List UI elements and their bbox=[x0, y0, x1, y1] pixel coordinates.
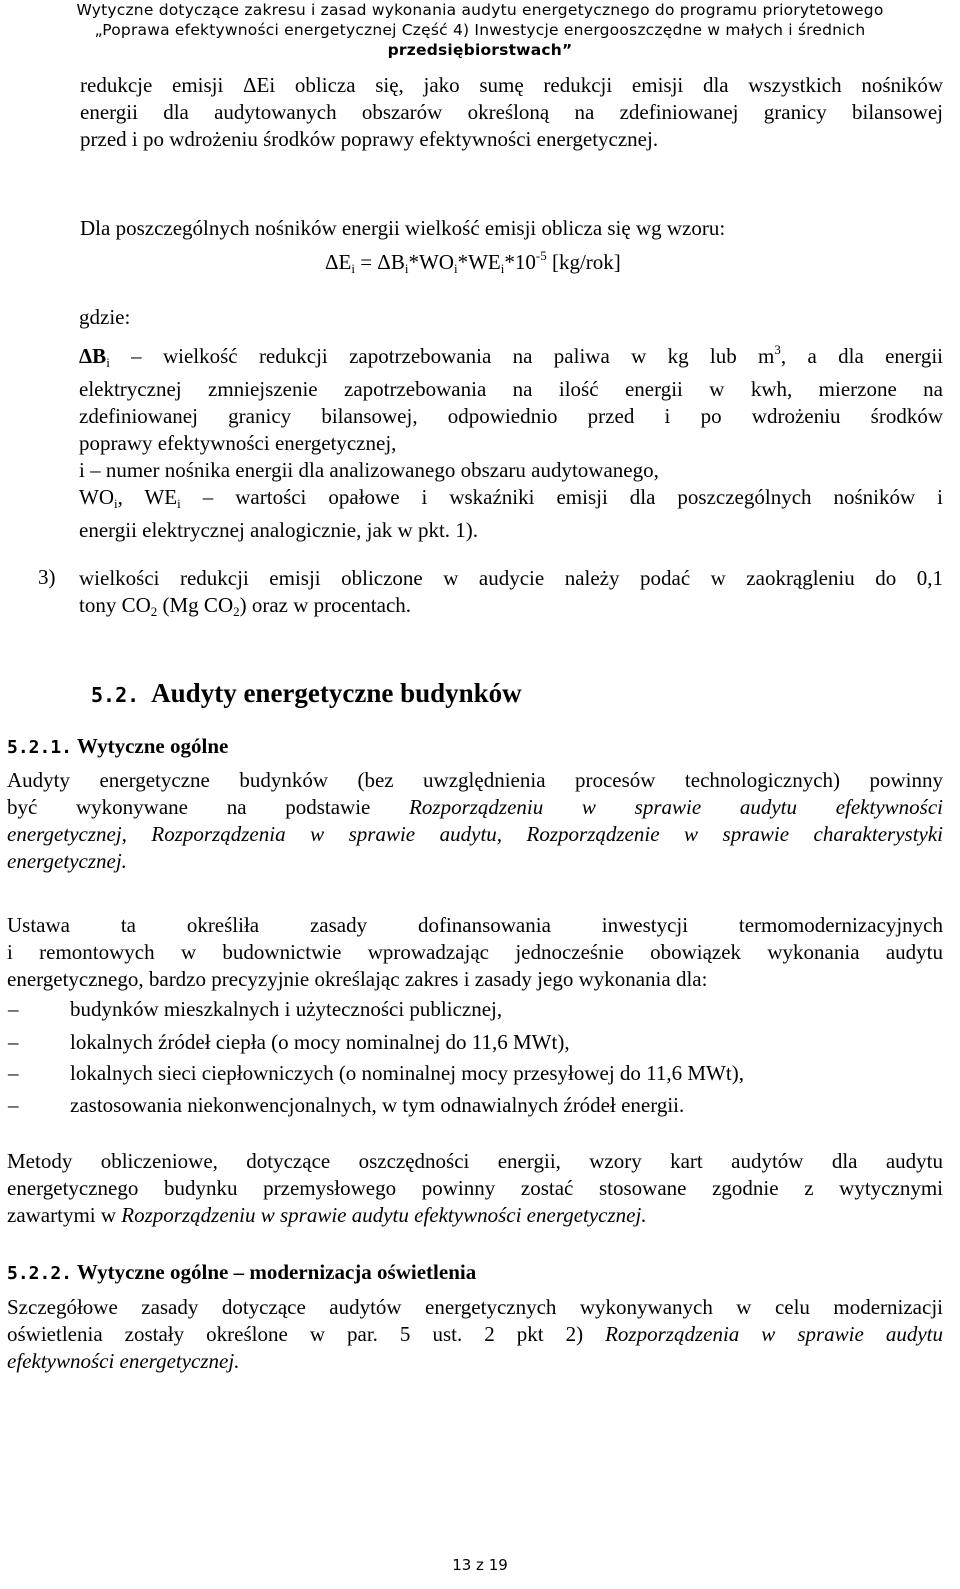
symbol-delta-b: ΔB bbox=[79, 344, 107, 368]
list-item bbox=[8, 1061, 744, 1086]
formula-part: *WE bbox=[457, 250, 501, 274]
text-line bbox=[79, 592, 943, 625]
text-line: redukcje emisji ΔEi oblicza się, jako sumę redukcji emisji dla wszystkich nośników bbox=[80, 73, 943, 97]
formula-part: = ΔB bbox=[354, 250, 405, 274]
section-5-2-1-paragraph-2 bbox=[7, 912, 943, 993]
text-italic: Rozporządzeniu w sprawie audytu efektywności energetycznej. bbox=[121, 1203, 647, 1227]
text-line: energii dla audytowanych obszarów określoną na zdefiniowanej granicy bilansowej bbox=[80, 100, 943, 124]
point3-number: 3) bbox=[38, 565, 56, 589]
section-5-2-2-paragraph bbox=[7, 1294, 943, 1375]
text-part: zawartymi w bbox=[7, 1203, 122, 1227]
text-line: $\Delta B_i$ – wielkość redukcji zapotrzebowania na paliwa w kg lub $m^3$, a dla energii bbox=[79, 342, 944, 370]
text-part: wielkość redukcji zapotrzebowania na paliwa w kg lub m bbox=[162, 344, 775, 368]
where-label: gdzie: bbox=[79, 305, 131, 329]
symbol-wo: WO bbox=[79, 485, 114, 509]
symbol-we: WE bbox=[144, 485, 178, 509]
section-5-2-1-paragraph-3 bbox=[7, 1148, 943, 1229]
text-line: Szczegółowe zasady dotyczące audytów energetycznych wykonywanych w celu modernizacji bbox=[7, 1295, 943, 1319]
section-5-2-heading bbox=[91, 678, 522, 709]
formula-sub: i bbox=[351, 261, 355, 276]
text-line: energetycznego budynku przemysłowego powinny zostać stosowane zgodnie z wytycznymi bbox=[7, 1176, 943, 1200]
formula-intro: Dla poszczególnych nośników energii wielkość emisji oblicza się wg wzoru: bbox=[80, 216, 726, 240]
text-sub: 2 bbox=[150, 604, 158, 619]
point3-text bbox=[79, 565, 943, 625]
text-part: oświetlenia zostały określone w par. 5 ust. 2 pkt 2) bbox=[7, 1322, 606, 1346]
text-line bbox=[7, 1321, 943, 1348]
formula-part: ΔE bbox=[325, 250, 352, 274]
list-item-text: zastosowania niekonwencjonalnych, w tym odnawialnych źródeł energii. bbox=[70, 1093, 685, 1117]
section-number: 5.2.1. bbox=[7, 737, 73, 758]
list-item-text: budynków mieszkalnych i użyteczności publicznej, bbox=[70, 997, 503, 1021]
list-item bbox=[8, 997, 502, 1022]
text-part: (Mg CO bbox=[157, 593, 234, 617]
text-line bbox=[7, 1348, 943, 1375]
text-line: zdefiniowanej granicy bilansowej, odpowiednio przed i po wdrożeniu środków bbox=[79, 404, 943, 428]
text-line bbox=[7, 821, 943, 848]
text-italic: efektywności energetycznej. bbox=[7, 1349, 240, 1373]
header-line: Wytyczne dotyczące zakresu i zasad wykonania audytu energetycznego do programu priorytetowego bbox=[76, 1, 884, 19]
symbol-sup: 3 bbox=[774, 342, 781, 357]
list-dash: – bbox=[8, 1061, 19, 1085]
intro-paragraph bbox=[80, 72, 943, 153]
text-line: Audyty energetyczne budynków (bez uwzględnienia procesów technologicznych) powinny bbox=[7, 768, 943, 792]
text-line: poprawy efektywności energetycznej, bbox=[79, 431, 397, 455]
text-line: wielkości redukcji emisji obliczone w audycie należy podać w zaokrągleniu do 0,1 bbox=[79, 566, 943, 590]
section-title: Wytyczne ogólne – modernizacja oświetlenia bbox=[72, 1260, 477, 1284]
list-item-text: lokalnych źródeł ciepła (o mocy nominalnej do 11,6 MWt), bbox=[70, 1030, 570, 1054]
section-number: 5.2. bbox=[91, 683, 140, 707]
formula-sub: i bbox=[404, 261, 409, 276]
formula-sup: -5 bbox=[535, 248, 547, 263]
section-number: 5.2.2. bbox=[7, 1263, 73, 1284]
symbol-sub: i bbox=[114, 496, 118, 511]
text-italic: Rozporządzeniu w sprawie audytu efektywności bbox=[409, 795, 943, 819]
text-line bbox=[7, 1202, 943, 1229]
text-part: ) oraz w procentach. bbox=[239, 593, 412, 617]
formula-sub: i bbox=[453, 261, 458, 276]
text-line: $WO_i$, $WE_i$ – wartości opałowe i wskaźniki emisji dla poszczególnych nośników i bbox=[79, 485, 944, 511]
text-part: , a dla energii bbox=[780, 344, 944, 368]
section-5-2-2-heading bbox=[7, 1260, 476, 1285]
page-header bbox=[0, 0, 960, 60]
text-line: i – numer nośnika energii dla analizowanego obszaru audytowanego, bbox=[79, 458, 659, 482]
section-5-2-1-paragraph-1 bbox=[7, 767, 943, 875]
header-line: „Poprawa efektywności energetycznej Część 4) Inwestycje energooszczędne w małych i średnich bbox=[94, 21, 866, 39]
list-dash: – bbox=[8, 1093, 19, 1117]
symbol-sub: i bbox=[177, 496, 181, 511]
text-line: energetycznego, bardzo precyzyjnie określając zakres i zasady jego wykonania dla: bbox=[7, 967, 708, 991]
list-item bbox=[8, 1093, 684, 1118]
text-italic: energetycznej. bbox=[7, 849, 127, 873]
text-part: wartości opałowe i wskaźniki emisji dla poszczególnych nośników i bbox=[235, 485, 944, 509]
text-line: Metody obliczeniowe, dotyczące oszczędności energii, wzory kart audytów dla audytu bbox=[7, 1149, 943, 1173]
text-line: energii elektrycznej analogicznie, jak w pkt. 1). bbox=[79, 518, 479, 542]
section-title: Wytyczne ogólne bbox=[72, 734, 229, 758]
formula-unit: [kg/rok] bbox=[546, 250, 621, 274]
text-part: tony CO bbox=[79, 593, 151, 617]
section-title: Audyty energetyczne budynków bbox=[151, 678, 522, 708]
where-b-definition bbox=[79, 336, 943, 544]
list-dash: – bbox=[8, 997, 19, 1021]
list-item bbox=[8, 1030, 570, 1055]
page-number: 13 z 19 bbox=[452, 1556, 508, 1574]
text-line: przed i po wdrożeniu środków poprawy efektywności energetycznej. bbox=[80, 127, 659, 151]
text-line: Ustawa ta określiła zasady dofinansowania inwestycji termomodernizacyjnych bbox=[7, 913, 943, 937]
list-item-text: lokalnych sieci ciepłowniczych (o nominalnej mocy przesyłowej do 11,6 MWt), bbox=[70, 1061, 744, 1085]
header-line: przedsiębiorstwach” bbox=[387, 41, 573, 59]
formula-part: *10 bbox=[504, 250, 536, 274]
formula-part: *WO bbox=[408, 250, 454, 274]
text-italic: Rozporządzenia w sprawie audytu bbox=[605, 1322, 944, 1346]
list-dash: – bbox=[8, 1030, 19, 1054]
text-line: elektrycznej zmniejszenie zapotrzebowania na ilość energii w kwh, mierzone na bbox=[79, 377, 943, 401]
text-italic: energetycznej, Rozporządzenia w sprawie audytu, Rozporządzenie w sprawie charakterystyki bbox=[7, 822, 943, 846]
text-line bbox=[7, 848, 943, 875]
text-part: być wykonywane na podstawie bbox=[7, 795, 410, 819]
formula-sub: i bbox=[500, 261, 505, 276]
section-5-2-1-heading bbox=[7, 734, 228, 759]
emission-formula bbox=[325, 248, 621, 277]
symbol-sub: i bbox=[106, 355, 110, 370]
text-line bbox=[7, 794, 943, 821]
text-line: i remontowych w budownictwie wprowadzając jednocześnie obowiązek wykonania audytu bbox=[7, 940, 943, 964]
text-sub: 2 bbox=[233, 604, 240, 619]
